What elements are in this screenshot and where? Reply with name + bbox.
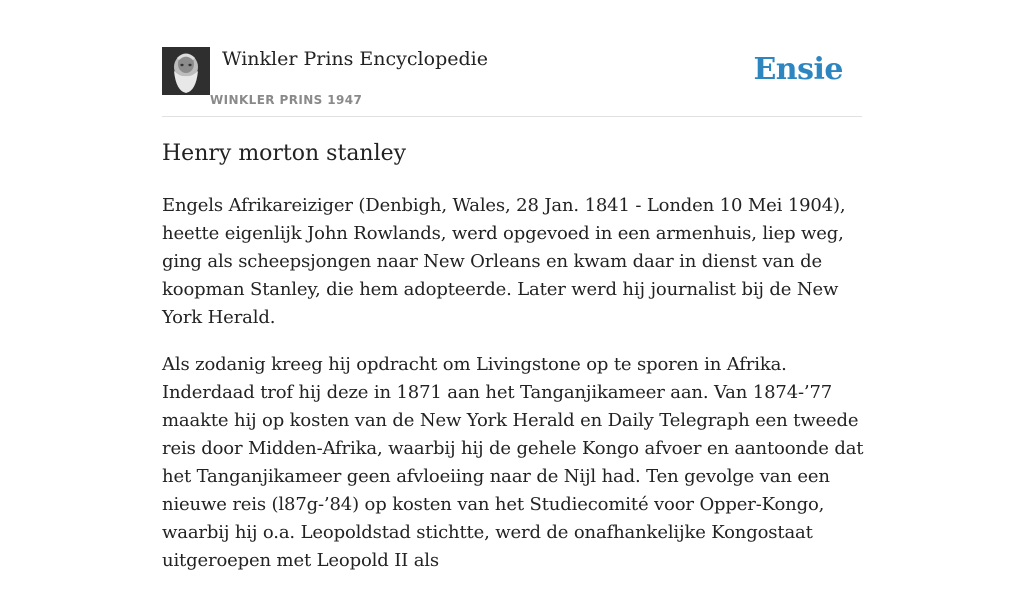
publication-avatar[interactable]	[162, 47, 210, 95]
article-body	[162, 192, 866, 594]
bearded-man-portrait-icon	[162, 47, 210, 95]
page-header	[162, 46, 862, 117]
article-paragraph: Als zodanig kreeg hij opdracht om Livingstone op te sporen in Afrika. Inderdaad trof hij deze in 1871 aan het Tanganjikameer aan. Van 1874-’77 maakte hij op kosten van de New York Herald en Daily Telegraph een tweede reis door Midden-Afrika, waarbij hij de gehele Kongo afvoer en aantoonde dat het Tanganjikameer geen afvloeiing naar de Nijl had. Ten gevolge van een nieuwe reis (l87g-’84) op kosten van het Studiecomité voor Opper-Kongo, waarbij hij o.a. Leopoldstad stichtte, werd de onafhankelijke Kongostaat uitgeroepen met Leopold II als	[162, 354, 864, 571]
publication-subtitle: WINKLER PRINS 1947	[210, 93, 363, 107]
ensie-logo-link[interactable]: Ensie	[753, 52, 843, 87]
article-paragraph: Engels Afrikareiziger (Denbigh, Wales, 28 Jan. 1841 - Londen 10 Mei 1904), heette eigenlijk John Rowlands, werd opgevoed in een armenhuis, liep weg, ging als scheepsjongen naar New Orleans en kwam daar in dienst van de koopman Stanley, die hem adopteerde. Later werd hij journalist bij de New York Herald.	[162, 195, 846, 328]
article-title: Henry morton stanley	[162, 141, 407, 166]
publication-name-link[interactable]: Winkler Prins Encyclopedie	[222, 48, 488, 70]
